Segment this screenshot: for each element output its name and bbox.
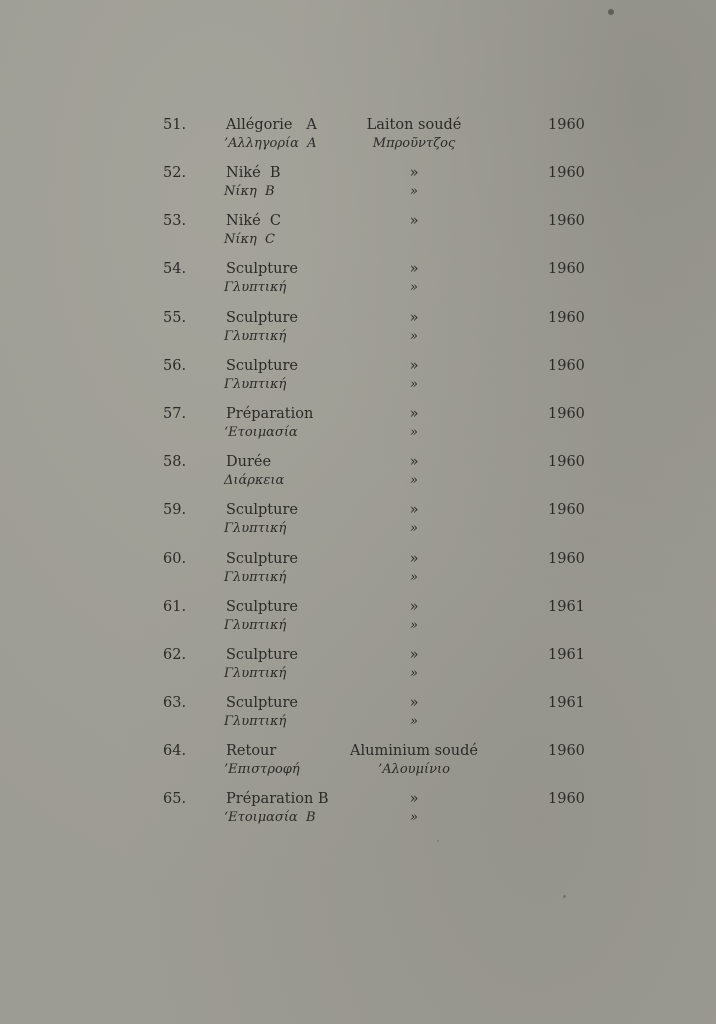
entry-number: 56.: [163, 358, 187, 374]
entry-title-french: Durée: [226, 454, 272, 470]
catalog-entry: [0, 260, 716, 304]
entry-material-french: Aluminium soudé: [350, 743, 478, 759]
entry-year: 1960: [548, 358, 585, 374]
entry-material-greek: »: [410, 810, 418, 825]
entry-material-french: »: [409, 551, 419, 567]
entry-number: 63.: [163, 695, 187, 711]
entry-title-french: Allégorie A: [226, 117, 317, 133]
entry-title-french: Sculpture: [226, 695, 298, 711]
entry-title-greek: Γλυπτική: [224, 618, 287, 633]
catalog-entry: [0, 212, 716, 256]
entry-material-greek: »: [410, 570, 418, 585]
catalog-entry: [0, 116, 716, 160]
entry-material-greek: »: [410, 329, 418, 344]
paper-speck: [608, 9, 614, 15]
catalog-entry: [0, 790, 716, 834]
entry-number: 58.: [163, 454, 187, 470]
entry-title-greek: Γλυπτική: [224, 521, 287, 536]
paper-speck: [437, 840, 439, 842]
entry-material-greek: »: [410, 377, 418, 392]
catalog-entry: [0, 309, 716, 353]
entry-material-greek: »: [410, 618, 418, 633]
entry-title-greek: Γλυπτική: [224, 714, 287, 729]
entry-material-french: Laiton soudé: [366, 117, 462, 133]
entry-title-french: Sculpture: [226, 551, 298, 567]
catalog-entry: [0, 405, 716, 449]
catalog-entry: [0, 742, 716, 786]
entry-year: 1960: [548, 213, 585, 229]
paper-speck: [563, 895, 566, 898]
entry-title-french: Sculpture: [226, 358, 298, 374]
entry-title-greek: ’Επιστροφή: [224, 762, 300, 777]
entry-material-greek: »: [410, 666, 418, 681]
entry-material-greek: Μπροῦντζος: [372, 136, 456, 151]
entry-year: 1960: [548, 406, 585, 422]
entry-year: 1960: [548, 165, 585, 181]
entry-year: 1960: [548, 502, 585, 518]
entry-material-french: »: [409, 213, 419, 229]
catalog-entry: [0, 646, 716, 690]
entry-material-french: »: [409, 261, 419, 277]
entry-title-greek: ‘Ετοιμασία Β: [224, 810, 316, 825]
entry-number: 55.: [163, 310, 187, 326]
entry-material-greek: »: [410, 184, 418, 199]
entry-number: 62.: [163, 647, 187, 663]
entry-material-french: »: [409, 165, 419, 181]
entry-year: 1961: [548, 695, 585, 711]
entry-title-greek: Νίκη Β: [224, 184, 275, 199]
entry-number: 59.: [163, 502, 187, 518]
entry-title-greek: ’Αλληγορία Α: [224, 136, 317, 151]
entry-number: 54.: [163, 261, 187, 277]
entry-number: 53.: [163, 213, 187, 229]
entry-material-french: »: [409, 647, 419, 663]
entry-material-greek: »: [410, 714, 418, 729]
catalog-entry: [0, 694, 716, 738]
catalog-entry: [0, 598, 716, 642]
entry-number: 52.: [163, 165, 187, 181]
catalog-entry: [0, 357, 716, 401]
entry-material-greek: »: [410, 425, 418, 440]
entry-material-french: »: [409, 310, 419, 326]
catalog-entry: [0, 453, 716, 497]
entry-material-french: »: [409, 406, 419, 422]
entry-material-french: »: [409, 791, 419, 807]
entry-title-greek: Γλυπτική: [224, 666, 287, 681]
entry-title-french: Sculpture: [226, 599, 298, 615]
entry-year: 1960: [548, 261, 585, 277]
entry-title-french: Retour: [226, 743, 277, 759]
entry-material-greek: »: [410, 473, 418, 488]
entry-title-greek: Γλυπτική: [224, 280, 287, 295]
entry-title-greek: ‘Ετοιμασία: [224, 425, 298, 440]
entry-year: 1960: [548, 791, 585, 807]
entry-number: 65.: [163, 791, 187, 807]
entry-material-french: »: [409, 454, 419, 470]
entry-title-greek: Γλυπτική: [224, 377, 287, 392]
entry-title-french: Sculpture: [226, 502, 298, 518]
catalog-entry: [0, 164, 716, 208]
entry-material-french: »: [409, 599, 419, 615]
entry-material-greek: »: [410, 280, 418, 295]
entry-year: 1960: [548, 743, 585, 759]
entry-year: 1961: [548, 599, 585, 615]
entry-title-greek: Γλυπτική: [224, 570, 287, 585]
entry-title-french: Sculpture: [226, 647, 298, 663]
entry-material-french: »: [409, 695, 419, 711]
entry-title-french: Préparation B: [226, 791, 329, 807]
entry-title-greek: Διάρκεια: [224, 473, 285, 488]
entry-material-french: »: [409, 502, 419, 518]
entry-year: 1961: [548, 647, 585, 663]
entry-title-greek: Νίκη C: [224, 232, 275, 247]
entry-year: 1960: [548, 551, 585, 567]
entry-number: 51.: [163, 117, 187, 133]
catalog-entry: [0, 501, 716, 545]
entry-title-french: Niké C: [226, 213, 282, 229]
entry-material-french: »: [409, 358, 419, 374]
catalog-entry: [0, 550, 716, 594]
entry-material-greek: »: [410, 521, 418, 536]
entry-material-greek: ’Αλουμίνιο: [378, 762, 450, 777]
entry-number: 64.: [163, 743, 187, 759]
entry-title-french: Préparation: [226, 406, 314, 422]
entry-year: 1960: [548, 454, 585, 470]
entry-number: 57.: [163, 406, 187, 422]
entry-year: 1960: [548, 117, 585, 133]
entry-title-french: Sculpture: [226, 261, 298, 277]
entry-title-french: Niké B: [226, 165, 281, 181]
entry-number: 61.: [163, 599, 187, 615]
entry-number: 60.: [163, 551, 187, 567]
entry-year: 1960: [548, 310, 585, 326]
entry-title-greek: Γλυπτική: [224, 329, 287, 344]
entry-title-french: Sculpture: [226, 310, 298, 326]
